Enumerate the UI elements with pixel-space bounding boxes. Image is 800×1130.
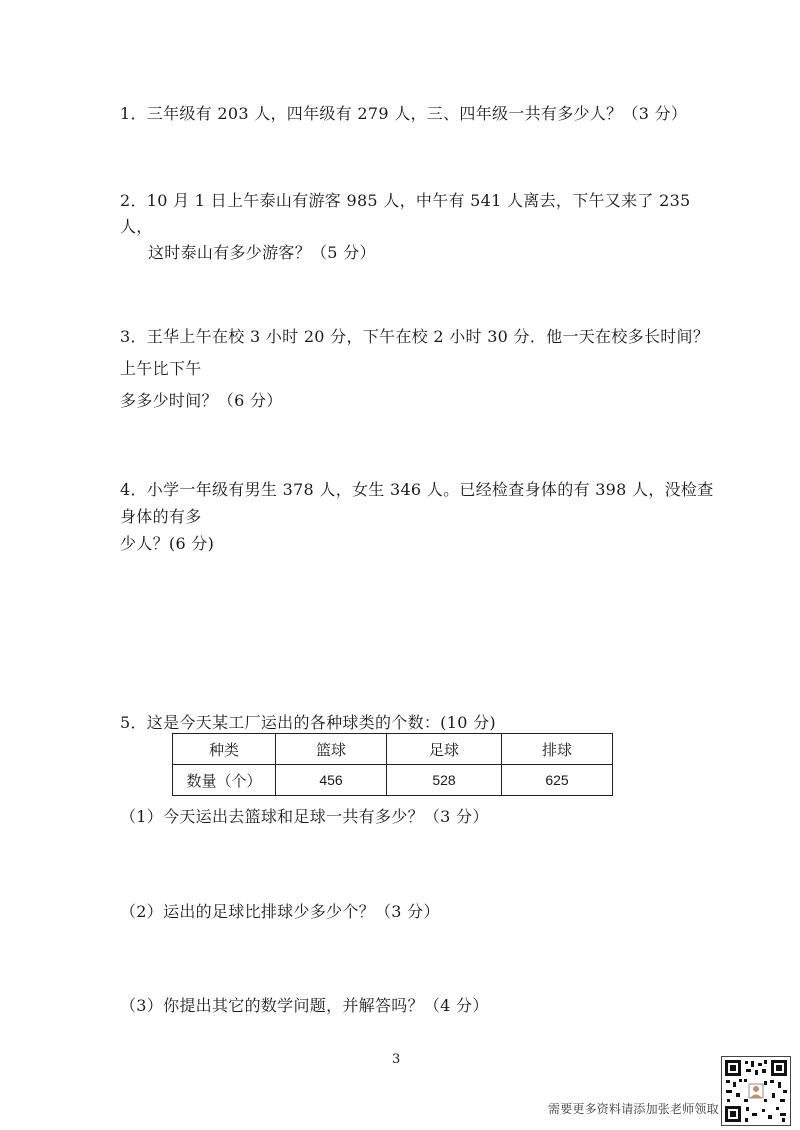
table-cell: 625 — [502, 765, 613, 796]
footer-note: 需要更多资料请添加张老师领取 — [548, 1102, 719, 1116]
page-number: 3 — [392, 1052, 401, 1067]
question-3 — [120, 321, 720, 417]
table-row — [173, 765, 613, 796]
sub-question-2: （2）运出的足球比排球少多少个？（3 分） — [120, 902, 440, 921]
table-cell: 528 — [387, 765, 502, 796]
table-header-cell: 种类 — [173, 734, 276, 765]
table-cell: 456 — [276, 765, 387, 796]
qr-code-icon — [721, 1056, 791, 1126]
sub-question-3: （3）你提出其它的数学问题，并解答吗？（4 分） — [120, 996, 489, 1015]
sub-question-1: （1）今天运出去篮球和足球一共有多少？（3 分） — [120, 807, 489, 826]
question-3-line-2: 多多少时间？（6 分） — [120, 391, 283, 410]
question-5-text: 5．这是今天某工厂运出的各种球类的个数：(10 分) — [120, 713, 496, 732]
table-header-cell: 足球 — [387, 734, 502, 765]
question-4-line-2: 少人？(6 分) — [120, 534, 215, 553]
table-header-row — [173, 734, 613, 765]
table-header-cell: 排球 — [502, 734, 613, 765]
question-3-line-1: 3．王华上午在校 3 小时 20 分，下午在校 2 小时 30 分．他一天在校多长时间？上午比下午 — [120, 327, 710, 378]
ball-count-table — [172, 733, 613, 796]
question-2 — [120, 188, 720, 266]
question-4 — [120, 476, 720, 557]
question-2-line-2: 这时泰山有多少游客？（5 分） — [148, 243, 376, 262]
question-1 — [120, 101, 720, 127]
table-row-label: 数量（个） — [173, 765, 276, 796]
question-2-line-1: 2．10 月 1 日上午泰山有游客 985 人，中午有 541 人离去，下午又来了 235 人， — [120, 191, 691, 236]
question-1-text: 1．三年级有 203 人，四年级有 279 人，三、四年级一共有多少人？（3 分） — [120, 104, 688, 123]
question-4-line-1: 4．小学一年级有男生 378 人，女生 346 人。已经检查身体的有 398 人，没检查身体的有多 — [120, 480, 714, 526]
table-header-cell: 篮球 — [276, 734, 387, 765]
